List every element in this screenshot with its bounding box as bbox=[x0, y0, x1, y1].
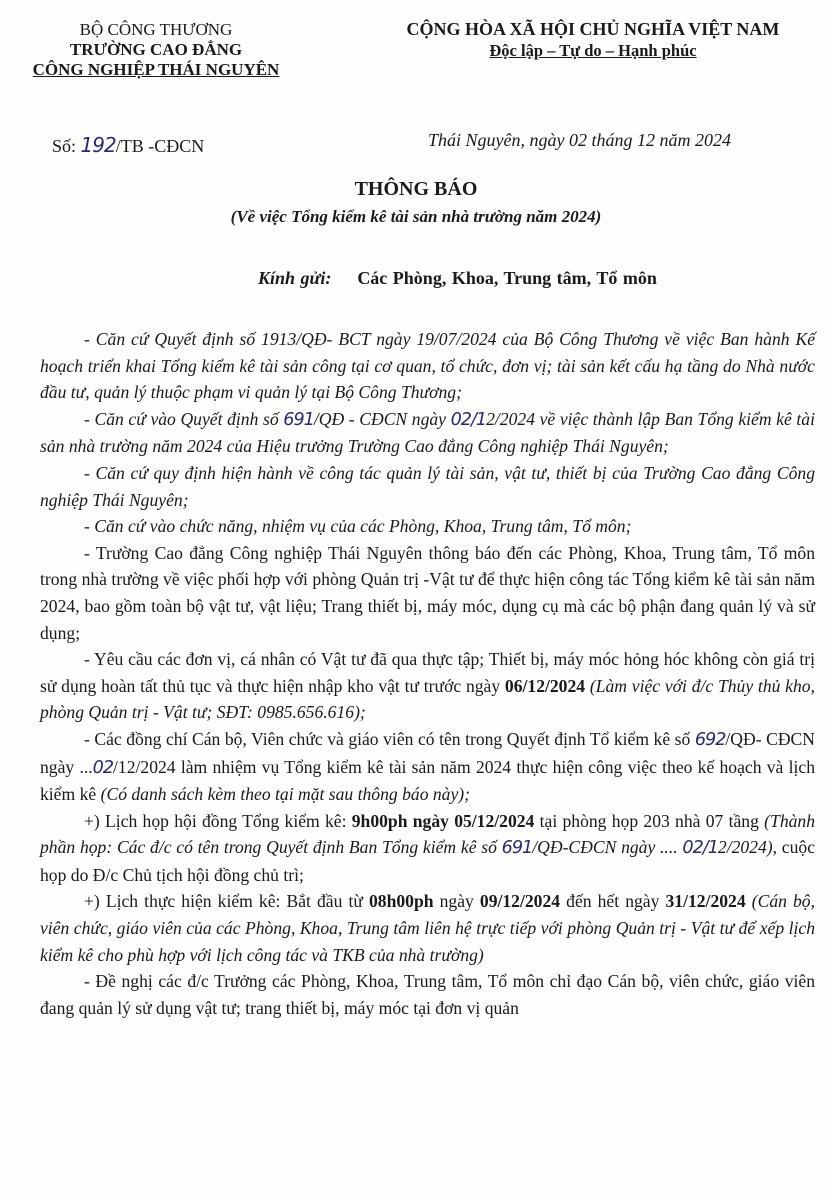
document-number: Số: 192/TB -CĐCN bbox=[52, 133, 205, 157]
paragraph-legal-basis-3: - Căn cứ quy định hiện hành về công tác quản lý tài sản, vật tư, thiết bị của Trường Cao đẳng Công nghiệp Thái Nguyên; bbox=[40, 462, 815, 510]
document-subtitle: (Về việc Tổng kiểm kê tài sản nhà trường năm 2024) bbox=[230, 207, 602, 226]
paragraph-request: - Yêu cầu các đơn vị, cá nhân có Vật tư đã qua thực tập; Thiết bị, máy móc hỏng hóc không còn giá trị sử dụng hoàn tất thủ tục và thực hiện nhập kho vật tư trước ngày 06/12/2024 (Làm việc với đ/c Thủy thủ kho, phòng Quản trị - Vật tư; SĐT: 0985.656.616); bbox=[40, 649, 815, 723]
recipient-label: Kính gửi: bbox=[258, 268, 332, 288]
paragraph-legal-basis-4: - Căn cứ vào chức năng, nhiệm vụ của các Phòng, Khoa, Trung tâm, Tổ môn; bbox=[84, 516, 632, 537]
country-name: CỘNG HÒA XÃ HỘI CHỦ NGHĨA VIỆT NAM bbox=[406, 19, 780, 39]
national-motto-block bbox=[358, 18, 828, 62]
college-name-line2: CÔNG NGHIỆP THÁI NGUYÊN bbox=[32, 60, 280, 79]
paragraph-legal-basis-1: - Căn cứ Quyết định số 1913/QĐ- BCT ngày 19/07/2024 của Bộ Công Thương về việc Ban hành Kế hoạch triển khai Tổng kiểm kê tài sản công tại cơ quan, tổ chức, đơn vị; tài sản kết cấu hạ tầng do Nhà nước đầu tư, quản lý thuộc phạm vi quản lý tại Bộ Công Thương; bbox=[40, 329, 815, 403]
paragraph-meeting-schedule: +) Lịch họp hội đồng Tổng kiểm kê: 9h00ph ngày 05/12/2024 tại phòng họp 203 nhà 07 tầng (Thành phần họp: Các đ/c có tên trong Quyết định Ban Tổng kiểm kê số 691/QĐ-CĐCN ngày .... 02/12/2024), cuộc họp do Đ/c Chủ tịch hội đồng chủ trì; bbox=[40, 810, 816, 885]
paragraph-announcement: - Trường Cao đẳng Công nghiệp Thái Nguyên thông báo đến các Phòng, Khoa, Trung tâm, Tổ môn trong nhà trường về việc phối hợp với phòng Quản trị -Vật tư để thực hiện công tác Tổng kiểm kê tài sản năm 2024, bao gồm toàn bộ vật tư, vật liệu; Trang thiết bị, máy móc, dụng cụ mà các bộ phận đang quản lý và sử dụng; bbox=[40, 542, 815, 643]
paragraph-directive: - Đề nghị các đ/c Trưởng các Phòng, Khoa, Trung tâm, Tổ môn chỉ đạo Cán bộ, viên chức, giáo viên đang quản lý sử dụng vật tư; trang thiết bị, máy móc tại đơn vị quản bbox=[40, 971, 815, 1018]
issuer-block bbox=[6, 20, 306, 80]
recipient-value: Các Phòng, Khoa, Trung tâm, Tổ môn bbox=[357, 268, 657, 288]
document-body bbox=[40, 326, 815, 1021]
place-date: Thái Nguyên, ngày 02 tháng 12 năm 2024 bbox=[428, 130, 731, 150]
paragraph-inventory-schedule: +) Lịch thực hiện kiểm kê: Bắt đầu từ 08h00ph ngày 09/12/2024 đến hết ngày 31/12/2024 (Cán bộ, viên chức, giáo viên của các Phòng, Khoa, Trung tâm liên hệ trực tiếp với phòng Quản trị - Vật tư để xếp lịch kiểm kê cho phù hợp với lịch công tác và TKB của nhà trường) bbox=[40, 891, 815, 965]
paragraph-legal-basis-2: - Căn cứ vào Quyết định số 691/QĐ - CĐCN ngày 02/12/2024 về việc thành lập Ban Tổng kiểm kê tài sản nhà trường năm 2024 của Hiệu trưởng Trường Cao đẳng Công nghiệp Thái Nguyên; bbox=[40, 408, 815, 457]
motto: Độc lập – Tự do – Hạnh phúc bbox=[489, 41, 697, 60]
handwritten-number: 192 bbox=[80, 133, 116, 157]
college-name-line1: TRƯỜNG CAO ĐẲNG bbox=[69, 40, 243, 59]
recipient-line bbox=[258, 268, 657, 289]
paragraph-inventory-team: - Các đồng chí Cán bộ, Viên chức và giáo viên có tên trong Quyết định Tổ kiểm kê số 692/QĐ- CĐCN ngày ...02/12/2024 làm nhiệm vụ Tổng kiểm kê tài sản năm 2024 thực hiện công việc theo kế hoạch và lịch kiểm kê (Có danh sách kèm theo tại mặt sau thông báo này); bbox=[40, 728, 815, 805]
document-title: THÔNG BÁO bbox=[354, 178, 478, 200]
ministry-name: BỘ CÔNG THƯƠNG bbox=[79, 20, 233, 39]
